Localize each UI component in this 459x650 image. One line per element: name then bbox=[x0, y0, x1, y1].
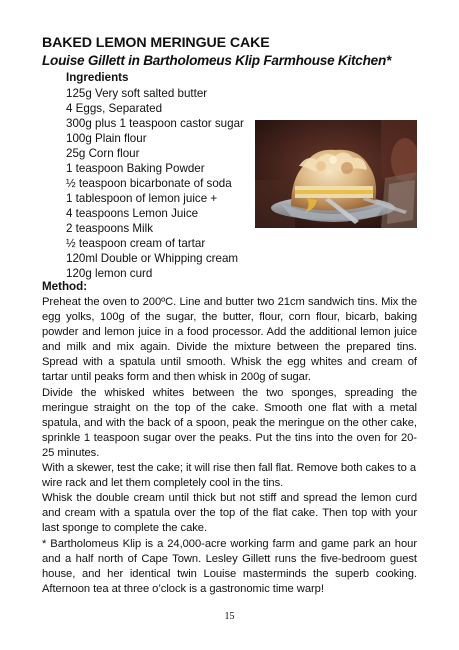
ingredient-item: 1 tablespoon of lemon juice + bbox=[66, 192, 218, 205]
ingredient-item: 125g Very soft salted butter bbox=[66, 87, 208, 100]
ingredients-list bbox=[66, 86, 244, 281]
recipe-title: BAKED LEMON MERINGUE CAKE bbox=[42, 35, 270, 51]
ingredient-item: 300g plus 1 teaspoon castor sugar bbox=[66, 117, 244, 130]
ingredients-heading: Ingredients bbox=[66, 71, 129, 84]
ingredient-item: 120g lemon curd bbox=[66, 267, 153, 280]
ingredient-item: 4 Eggs, Separated bbox=[66, 102, 163, 115]
ingredient-item: ½ teaspoon bicarbonate of soda bbox=[66, 177, 232, 190]
ingredient-item: 1 teaspoon Baking Powder bbox=[66, 162, 205, 175]
ingredient-item: ½ teaspoon cream of tartar bbox=[66, 237, 206, 250]
method-paragraph: Preheat the oven to 200ºC. Line and butter two 21cm sandwich tins. Mix the egg yolks, 100g of the sugar, the butter, flour, corn flour, bicarb, baking powder and lemon juice in a food processor. Add the additional lemon juice and milk and mix again. Divide the mixture between the prepared tins. Spread with a spatula until smooth. Whisk the egg whites and cream of tartar until peaks form and then whisk in 200g of sugar. bbox=[42, 296, 417, 384]
method-paragraph: With a skewer, test the cake; it will rise then fall flat. Remove both cakes to a wire rack and let them completely cool in the tins. bbox=[42, 462, 417, 490]
ingredient-item: 25g Corn flour bbox=[66, 147, 140, 160]
method-paragraph: Whisk the double cream until thick but not stiff and spread the lemon curd and cream with a spatula over the top of the flat cake. Then top with your last sponge to complete the cake. bbox=[42, 492, 417, 535]
method-text bbox=[42, 295, 417, 597]
ingredient-item: 120ml Double or Whipping cream bbox=[66, 252, 239, 265]
recipe-subtitle: Louise Gillett in Bartholomeus Klip Farmhouse Kitchen* bbox=[42, 53, 392, 68]
footnote: * Bartholomeus Klip is a 24,000-acre working farm and game park an hour and a half north of Cape Town. Lesley Gillett runs the five-bedroom guest house, and her identical twin Louise masterminds the superb cooking. Afternoon tea at three o’clock is a gastronomic time warp! bbox=[42, 537, 417, 595]
ingredient-item: 4 teaspoons Lemon Juice bbox=[66, 207, 199, 220]
ingredient-item: 100g Plain flour bbox=[66, 132, 147, 145]
ingredient-item: 2 teaspoons Milk bbox=[66, 222, 153, 235]
method-paragraph: Divide the whisked whites between the two sponges, spreading the meringue straight on the top of the cake. Smooth one flat with a metal spatula, and with the back of a spoon, peak the meringue on the other cake, sprinkle 1 teaspoon sugar over the peaks. Put the tins into the oven for 20-25 minutes. bbox=[42, 386, 417, 459]
method-heading: Method: bbox=[42, 280, 88, 293]
cake-photo bbox=[255, 120, 417, 228]
page-number: 15 bbox=[224, 611, 235, 622]
